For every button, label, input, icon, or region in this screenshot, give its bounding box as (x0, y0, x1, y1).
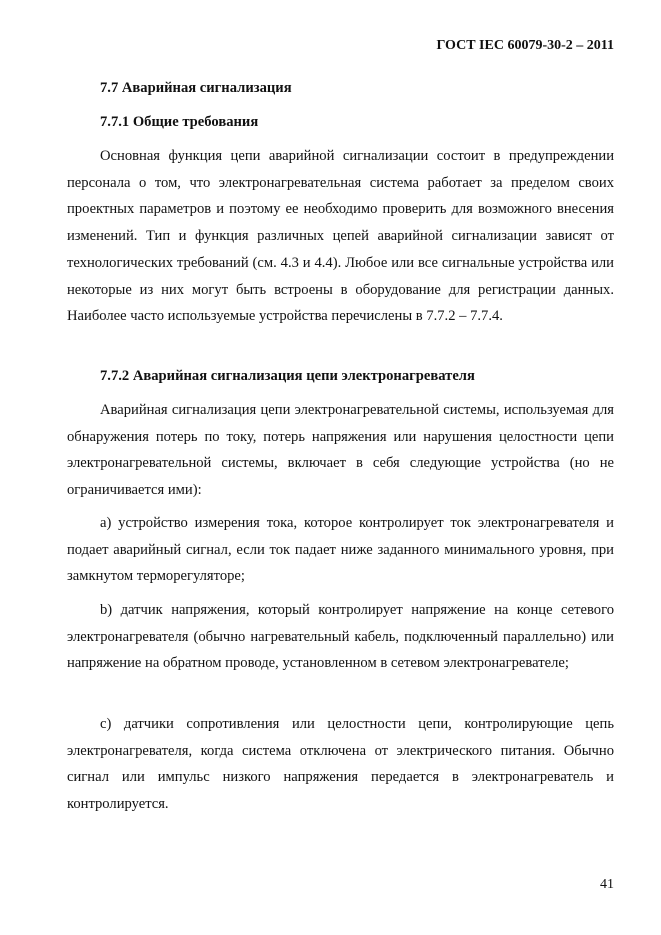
section-heading-7-7-1: 7.7.1 Общие требования (100, 114, 259, 130)
paragraph-circuit-alarm: Аварийная сигнализация цепи электронагревательной системы, используемая для обнаружения потерь по току, потерь напряжения или нарушения целостности цепи электронагревательной системы, включает в себя следующие устройства (но не ограничивается ими): (67, 402, 614, 499)
section-heading-7-7-2: 7.7.2 Аварийная сигнализация цепи электронагревателя (100, 368, 475, 384)
paragraph-general-requirements: Основная функция цепи аварийной сигнализации состоит в предупреждении персонала о том, что электронагревательная система работает за пределом своих проектных параметров и поэтому ее необходимо проверить для возможного внесения изменений. Тип и функция различных цепей аварийной сигнализации зависят от технологических требований (см. 4.3 и 4.4). Любое или все сигнальные устройства или некоторые из них могут быть встроены в оборудование для регистрации данных. Наиболее часто используемые устройства перечислены в 7.7.2 – 7.7.4. (67, 148, 614, 325)
section-heading-7-7: 7.7 Аварийная сигнализация (100, 80, 292, 96)
document-header: ГОСТ IEC 60079-30-2 – 2011 (436, 38, 614, 53)
list-item-b: b) датчик напряжения, который контролирует напряжение на конце сетевого электронагревателя (обычно нагревательный кабель, подключенный параллельно) или напряжение на обратном проводе, установленном в сетевом электронагревателе; (67, 602, 614, 672)
list-item-c: c) датчики сопротивления или целостности цепи, контролирующие цепь электронагревателя, когда система отключена от электрического питания. Обычно сигнал или импульс низкого напряжения передается в электронагреватель и контролируется. (67, 716, 614, 813)
page-number: 41 (600, 877, 614, 892)
list-item-a: a) устройство измерения тока, которое контролирует ток электронагревателя и подает аварийный сигнал, если ток падает ниже заданного минимального уровня, при замкнутом терморегуляторе; (67, 515, 614, 585)
